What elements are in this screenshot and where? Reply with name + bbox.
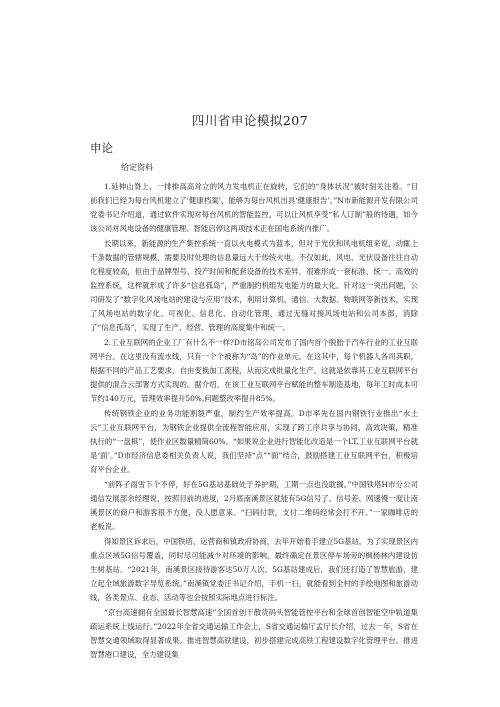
- paragraph: 2.工业互联网的企业工厂有什么不一样?D市铭岛公司发布了国内首个脱胎于汽车行业的工业互联网平台。在这里没有流水线，只有一个个被称为“岛”的作业单元。在这其中，每个机器人各司其职，根据不同的产品工艺要求，自由变换加工流程，从而完成批量化生产。这就是依靠其工业互联网平台提供的混合云部署方式实现的。据介绍，在该工业互联网平台赋能的整车制造基地，每年工时成本可节约140万元，管理效率提升50%,问题整改率提升85%。: [90, 338, 418, 403]
- paragraph: 传统钢铁企业的业务功能割裂严重，制约生产效率提高。D市率先在国内钢铁行业推出“水土云”工业互联网平台，为钢铁企业提供全流程智能应用，实现了跨工序共享与协同，高效决策，精准执行的“一盘棋”，使作业区数量精简60%。“如果说企业进行智能化改造是一个LT,工业互联网平台就是‘面’。”D市经济信息委相关负责人说，我们坚持“点”“面”结合，鼓励搭建工业互联网平台，积极培育平台企业。: [90, 409, 418, 474]
- paragraph: 长期以来，新能源的生产集控系统一直以火电模式为蓝本，但对于光伏和风电机组来说，动辄上千条数据的管辖规模，需要及时处理的信息量远大于传统火电。不仅如此，风电、光伏设备往往自动化程度较高，但由于品牌型号、投产时间和配套设备的技术差异，很难形成一套标准、统一、高效的监控系统，这样就形成了许多“信息孤岛”，严重制约机组发电能力的最大化。针对这一突出问题，公司研发了“数字化风场电站的建设与应用”技术，利用计算机、通信、大数据、物联网等新技术，实现了风场电站的数字化、可视化、信息化、自动化管理，通过无缝对接风场电站和公司本部，消除了“信息孤岛”，实现了生产、经营、管理的高度集中和统一。: [90, 239, 418, 332]
- material-label: 给定资料: [121, 163, 153, 172]
- document-title: 四川省申论模拟207: [191, 113, 309, 128]
- section-heading: 申论: [90, 141, 113, 155]
- paragraph: 1.延伸山脊上，一排排高高耸立的风力发电机正在旋转，它们的“身体状况”被时刻关注着。“目前我们已经为每台风机建立了‘健康档案’，能够为每台风机出具‘健康报告’。”N市新能源开发有限公司党委书记介绍道，通过软件实现对每台风机的智能监控，可以让风机享受“私人订制”般的待遇，如今该公司对风电设备的健康管理、智能启停这两项技术正在国电系统内推广。: [90, 182, 418, 233]
- paragraph: “京台高速拥有全国最长智慧高速”全国首创干散货码头智能管控平台和全球首创智能空中轨道集疏运系统上线运行。”2022年全省交通运输工作会上，S省交通运输厅孟厅长介绍，过去一年，S省在智慧交通领域取得显著成果。推进智慧高铁建设，初步搭建完成高铁工程建设数字化管理平台。推进智慧港口建设，全力建设集: [90, 608, 418, 659]
- document-body: [90, 180, 418, 663]
- paragraph: 得知景区诉求后，中国铁塔、运营商和镇政府协商，去年开始着手建立5G基站。为了实现景区内重点区域5G信号覆盖，同时尽可能减少对环境的影响，最终确定在景区停车场旁的枫杨林内建设仿生树基站。“2021年，南溪景区接待游客达50万人次。5G基站建成后，我们还打造了智慧旅游，建立起全域旅游数字导览系统。”南溪镇党委汪书记介绍，手机一扫，就能看到全村的手绘地图和旅游动线，各类景点、业态、活动等也会按照实际地点进行标注。: [90, 537, 418, 602]
- paragraph: “前阵子雨雪下个不停，好在5G基站基础处于养护期，工期一点也没耽搁。”中国铁塔H市分公司通信发展部余经理说，按照目前的进度，2月底南溪景区就能有5G信号了。信号差、网速慢一度让南溪景区的商户和游客很不方便，没人愿意来。“扫码付款，支付二维码经常会打不开。”一家咖啡店的老板说。: [90, 480, 418, 531]
